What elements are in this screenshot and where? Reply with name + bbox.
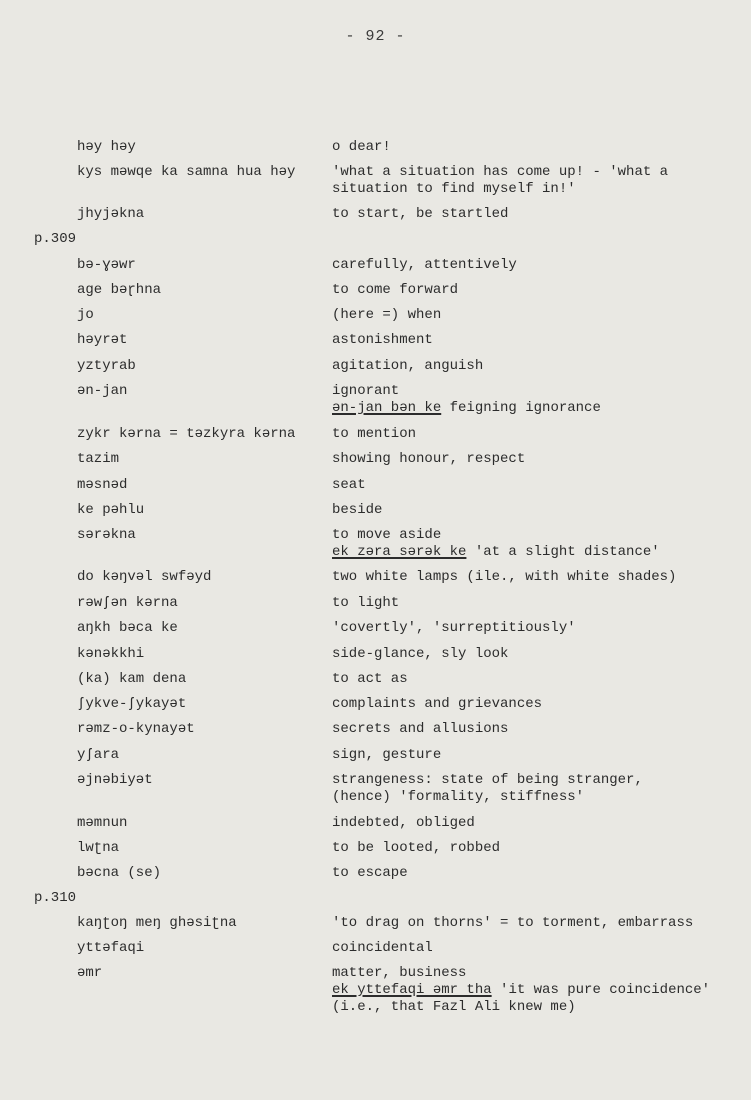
entry-gloss: secrets and allusions <box>332 721 509 737</box>
entry-gloss: agitation, anguish <box>332 358 484 374</box>
entry-term: məmnun <box>77 815 128 831</box>
entry-gloss: two white lamps (ile., with white shades) <box>332 569 677 585</box>
entry-term: jhyjəkna <box>77 206 145 222</box>
entry-term: rəmz-o-kynayət <box>77 721 195 737</box>
entry-gloss: complaints and grievances <box>332 696 543 712</box>
entry-term: kaŋʈoŋ meŋ ghəsiʈna <box>77 915 237 931</box>
entry-term: ke pəhlu <box>77 502 145 518</box>
entry-term: həyrət <box>77 332 128 348</box>
page-number: - 92 - <box>345 28 406 45</box>
entry-gloss: o dear! <box>332 139 391 155</box>
entry-gloss: to escape <box>332 865 408 881</box>
entry-gloss: matter, business ek yttefaqi əmr tha 'it was pure coincidence' (i.e., that Fazl Ali knew me) <box>332 965 732 1016</box>
entry-gloss: carefully, attentively <box>332 257 517 273</box>
entry-gloss: to start, be startled <box>332 206 509 222</box>
entry-term: yztyrab <box>77 358 136 374</box>
entry-gloss: to mention <box>332 426 417 442</box>
entry-gloss: ignorant ən-jan bən ke feigning ignorance <box>332 383 732 417</box>
entry-term: tazim <box>77 451 120 467</box>
entry-gloss: to act as <box>332 671 408 687</box>
usage-example: ek yttefaqi əmr tha 'it was pure coincidence' <box>332 982 711 998</box>
entry-term: jo <box>77 307 94 323</box>
entry-gloss: to be looted, robbed <box>332 840 501 856</box>
entry-term: aŋkh bəca ke <box>77 620 178 636</box>
entry-term: rəwʃən kərna <box>77 595 178 611</box>
entry-term: əjnəbiyət <box>77 772 153 788</box>
entry-gloss: to move aside ek zəra sərək ke 'at a slight distance' <box>332 527 732 561</box>
entry-term: ʃykve-ʃykayət <box>77 696 187 712</box>
entry-term: zykr kərna = təzkyra kərna <box>77 426 296 442</box>
entry-term: əmr <box>77 965 103 981</box>
entry-term: lwʈna <box>77 840 120 856</box>
entry-gloss: to come forward <box>332 282 459 298</box>
entry-gloss: indebted, obliged <box>332 815 475 831</box>
entry-gloss: 'what a situation has come up! - 'what a situation to find myself in!' <box>332 164 669 197</box>
entry-term: ən-jan <box>77 383 128 399</box>
entry-term: kənəkkhi <box>77 646 145 662</box>
entry-gloss: 'covertly', 'surreptitiously' <box>332 620 576 636</box>
entry-gloss: strangeness: state of being stranger, (hence) 'formality, stiffness' <box>332 772 643 805</box>
entry-gloss: showing honour, respect <box>332 451 526 467</box>
entry-term: sərəkna <box>77 527 136 543</box>
entry-term: bə-ɣəwr <box>77 257 136 273</box>
entry-term: məsnəd <box>77 477 128 493</box>
entry-term: həy həy <box>77 139 136 155</box>
entry-term: (ka) kam dena <box>77 671 187 687</box>
page-reference: p.310 <box>34 890 77 906</box>
entry-term: yʃara <box>77 747 120 763</box>
entry-gloss: coincidental <box>332 940 433 956</box>
entry-gloss: seat <box>332 477 366 493</box>
entry-gloss: 'to drag on thorns' = to torment, embarrass <box>332 915 694 931</box>
entry-gloss: beside <box>332 502 383 518</box>
entry-gloss: (here =) when <box>332 307 442 323</box>
usage-example: ən-jan bən ke feigning ignorance <box>332 400 601 416</box>
entry-term: kys məwqe ka samna hua həy <box>77 164 296 180</box>
page-reference: p.309 <box>34 231 77 247</box>
entry-gloss: side-glance, sly look <box>332 646 509 662</box>
entry-term: bəcna (se) <box>77 865 162 881</box>
entry-term: yttəfaqi <box>77 940 145 956</box>
entry-term: age bəɽhna <box>77 282 162 298</box>
entry-gloss: astonishment <box>332 332 433 348</box>
entry-gloss: to light <box>332 595 400 611</box>
entry-term: do kəŋvəl swfəyd <box>77 569 212 585</box>
entry-gloss: sign, gesture <box>332 747 442 763</box>
usage-example: ek zəra sərək ke 'at a slight distance' <box>332 544 660 560</box>
